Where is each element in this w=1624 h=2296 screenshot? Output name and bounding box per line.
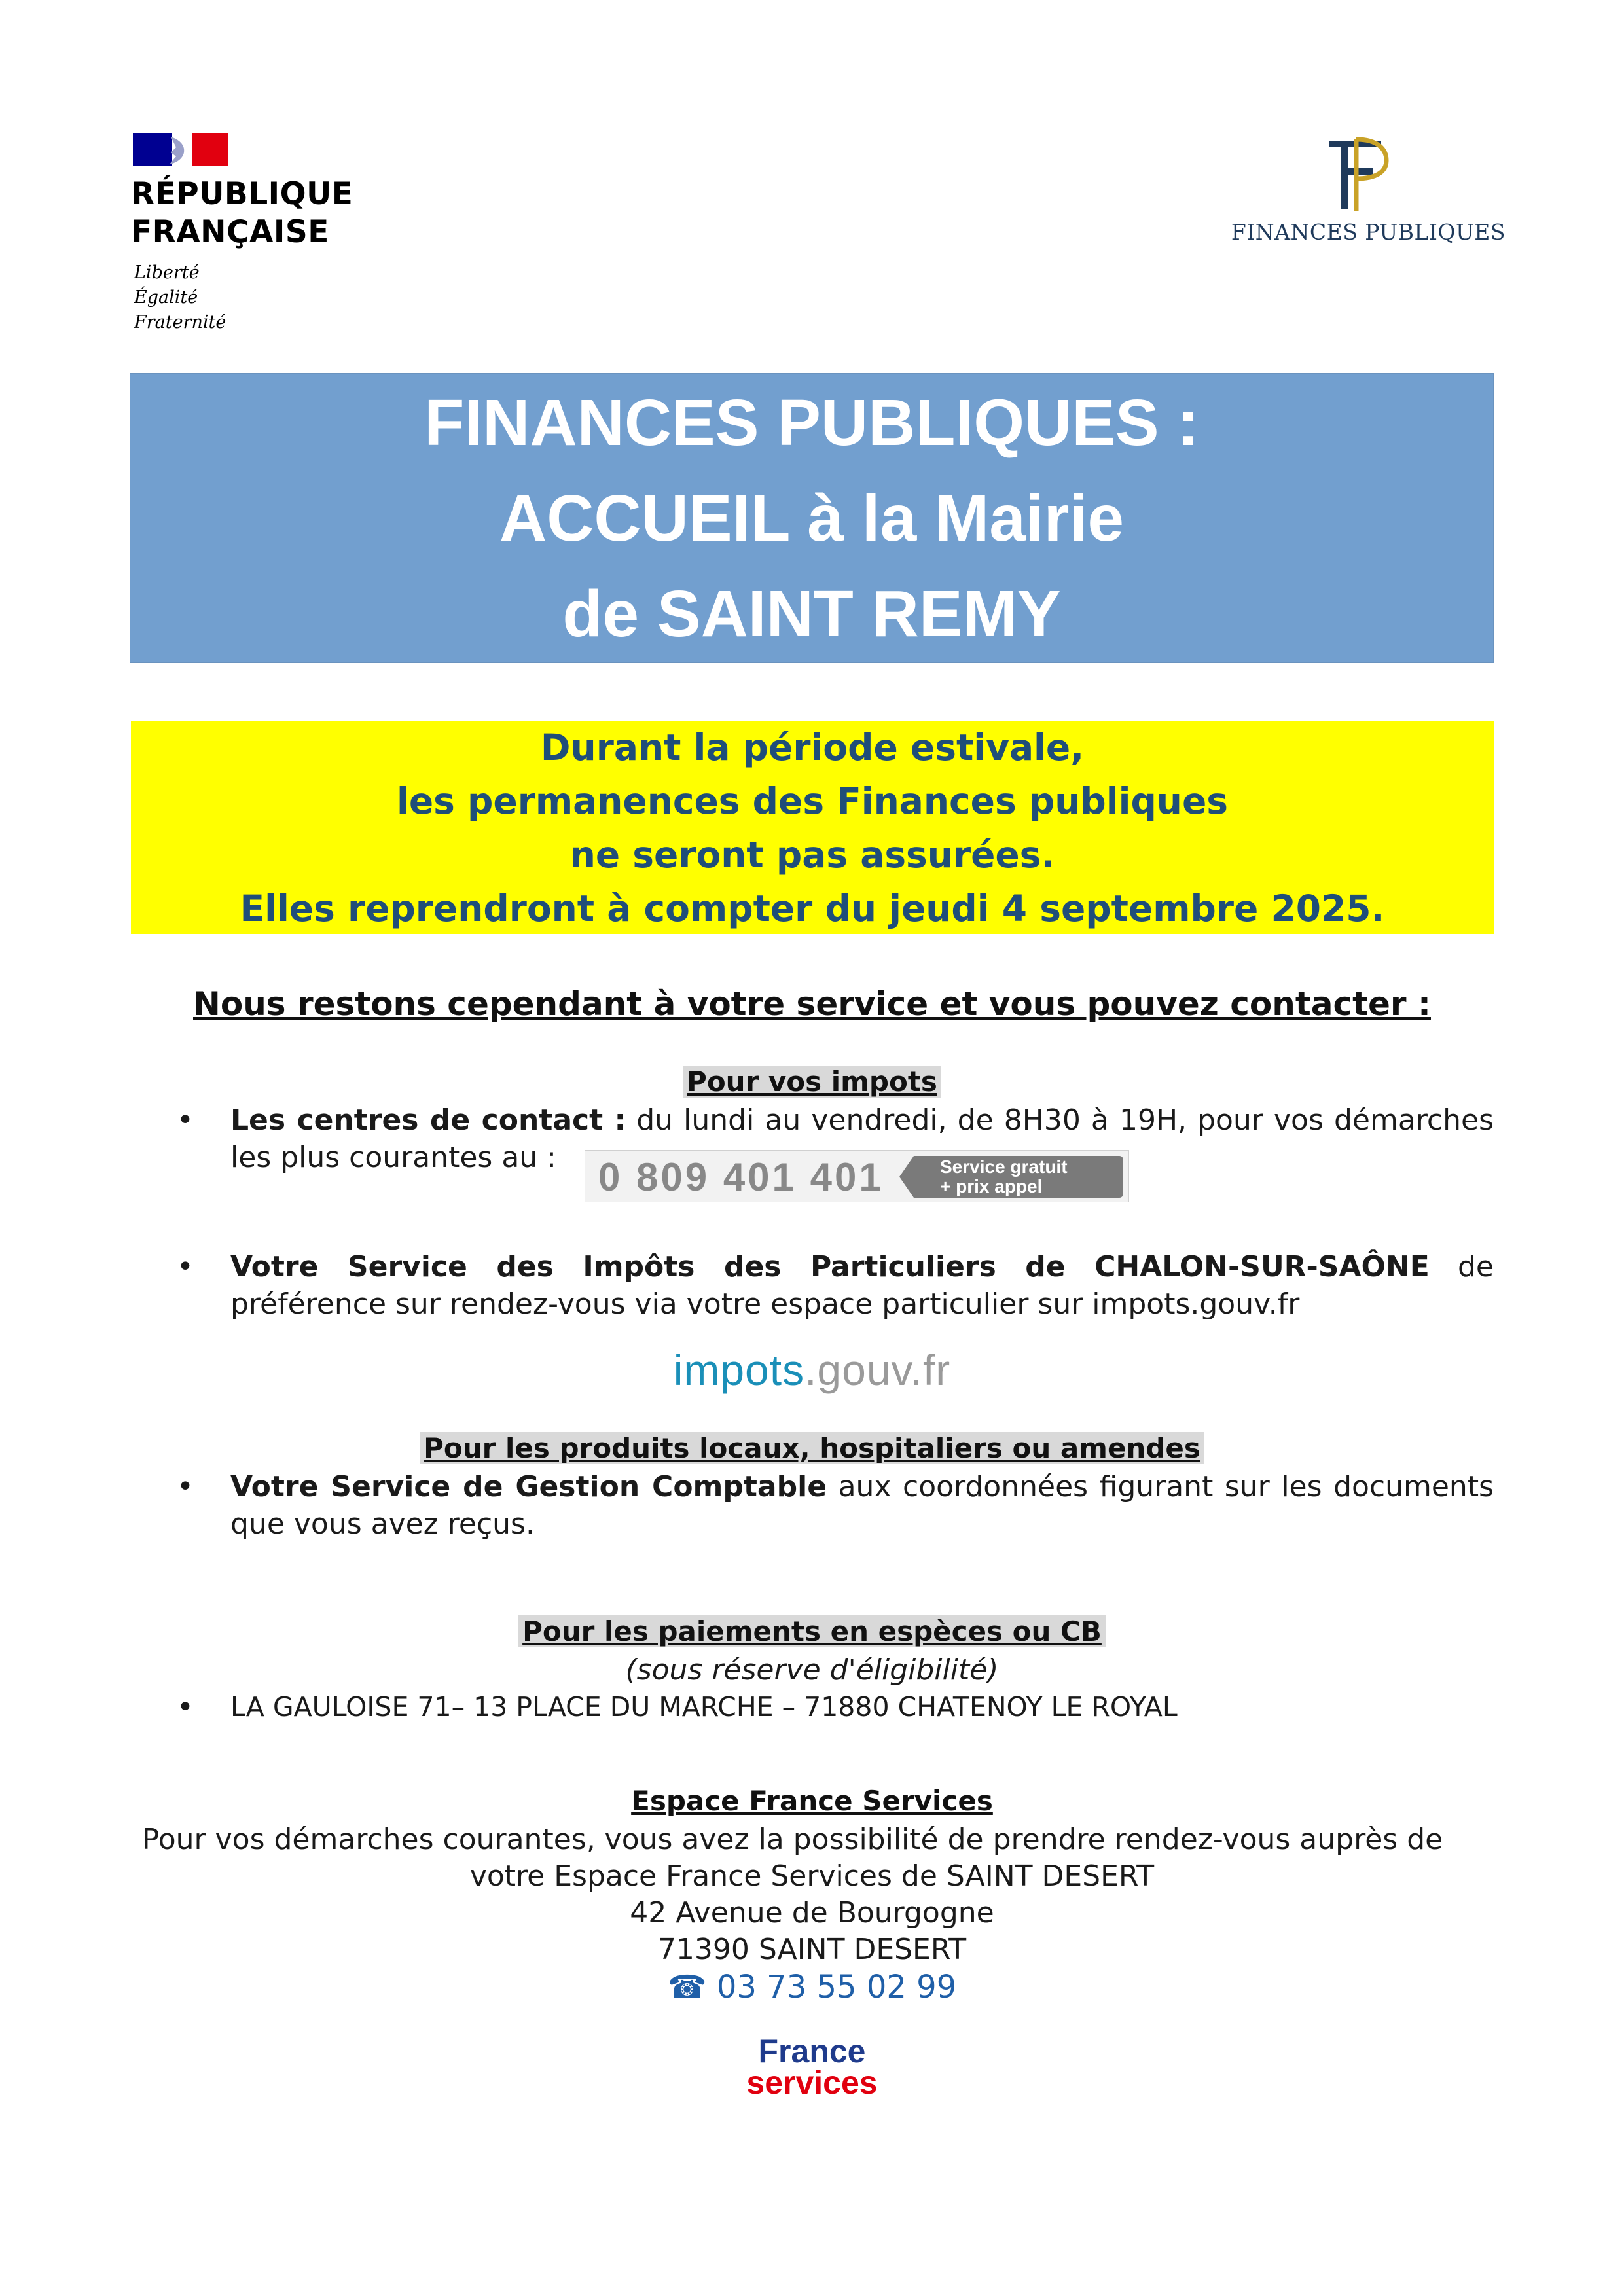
payment-address-item [177, 1689, 1494, 1728]
contact-centers-label: Les centres de contact : [230, 1103, 626, 1137]
produits-section-heading [0, 1432, 1624, 1464]
contact-intro-heading: Nous restons cependant à votre service et vous pouvez contacter : [193, 985, 1431, 1023]
france-services-phone[interactable]: ☎ 03 73 55 02 99 [667, 1969, 957, 2005]
notice-line-3: ne seront pas assurées. [569, 833, 1055, 876]
paiements-heading-text: Pour les paiements en espèces ou CB [518, 1615, 1106, 1647]
free-service-tag [914, 1156, 1123, 1198]
france-services-logo-word-1: France [758, 2033, 866, 2070]
eligibility-note: (sous réserve d'éligibilité) [625, 1653, 999, 1687]
france-services-city: 71390 SAINT DESERT [657, 1933, 967, 1966]
motto-fraternite: Fraternité [134, 312, 226, 332]
paiements-section-heading [0, 1615, 1624, 1647]
notice-line-4: Elles reprendront à compter du jeudi 4 septembre 2025. [240, 887, 1385, 929]
sip-chalon-label: Votre Service des Impôts des Particuliers de CHALON-SUR-SAÔNE [230, 1250, 1430, 1283]
payment-address: LA GAULOISE 71– 13 PLACE DU MARCHE – 71880 CHATENOY LE ROYAL [230, 1691, 1178, 1723]
france-services-line-2: votre Espace France Services de SAINT DESERT [469, 1859, 1155, 1893]
france-services-heading [0, 1785, 1624, 1817]
france-services-logo [0, 2033, 1624, 2101]
title-line-3: de SAINT REMY [562, 577, 1061, 651]
finances-publiques-logo-text: FINANCES PUBLIQUES [1231, 219, 1506, 245]
impots-heading-text: Pour vos impots [683, 1066, 941, 1098]
title-line-1: FINANCES PUBLIQUES : [424, 386, 1199, 459]
france-services-address: 42 Avenue de Bourgogne [630, 1896, 994, 1929]
bullet: • [177, 1250, 194, 1283]
rf-name-line-1: RÉPUBLIQUE [131, 176, 353, 212]
bullet: • [177, 1470, 194, 1503]
sgc-details: aux coordonnées figurant sur les documents que vous avez reçus. [230, 1470, 1494, 1541]
sgc-item [177, 1468, 1494, 1547]
sip-chalon-details: de préférence sur rendez-vous via votre espace particulier sur impots.gouv.fr [230, 1250, 1494, 1321]
notice-line-2: les permanences des Finances publiques [396, 780, 1229, 822]
notice-line-1: Durant la période estivale, [540, 726, 1085, 768]
free-service-label: Service gratuit [940, 1157, 1068, 1177]
tax-phone-number-badge[interactable] [585, 1150, 1129, 1202]
france-services-logo-word-2: services [746, 2064, 878, 2101]
sgc-label: Votre Service de Gestion Comptable [230, 1470, 827, 1503]
marianne-flag-logo [133, 133, 228, 166]
impots-section-heading [0, 1066, 1624, 1098]
finances-publiques-monogram-icon [1316, 128, 1394, 219]
republique-motto [134, 260, 226, 335]
title-line-2: ACCUEIL à la Mairie [499, 481, 1124, 555]
republique-francaise-name [131, 175, 353, 251]
title-banner [130, 373, 1494, 663]
contact-centers-details: du lundi au vendredi, de 8H30 à 19H, pour vos démarches les plus courantes au : [230, 1103, 1494, 1174]
rf-name-line-2: FRANÇAISE [131, 214, 329, 250]
bullet: • [177, 1691, 194, 1724]
impots-gouv-logo[interactable] [0, 1345, 1624, 1395]
impots-logo-domain: .gouv.fr [804, 1346, 951, 1394]
produits-heading-text: Pour les produits locaux, hospitaliers ou amendes [420, 1432, 1204, 1464]
tax-phone-number: 0 809 401 401 [598, 1155, 884, 1199]
sip-chalon-item [177, 1248, 1494, 1327]
summer-closure-notice [131, 721, 1494, 934]
sgc-text [230, 1468, 1494, 1543]
impots-logo-word: impots [673, 1346, 805, 1394]
call-price-label: + prix appel [940, 1176, 1043, 1196]
france-services-line-1: Pour vos démarches courantes, vous avez la possibilité de prendre rendez-vous auprès de [141, 1823, 1443, 1856]
france-services-heading-text: Espace France Services [631, 1785, 993, 1817]
sip-chalon-text [230, 1248, 1494, 1323]
bullet: • [177, 1103, 194, 1137]
motto-liberte: Liberté [134, 262, 200, 283]
motto-egalite: Égalité [134, 287, 198, 308]
